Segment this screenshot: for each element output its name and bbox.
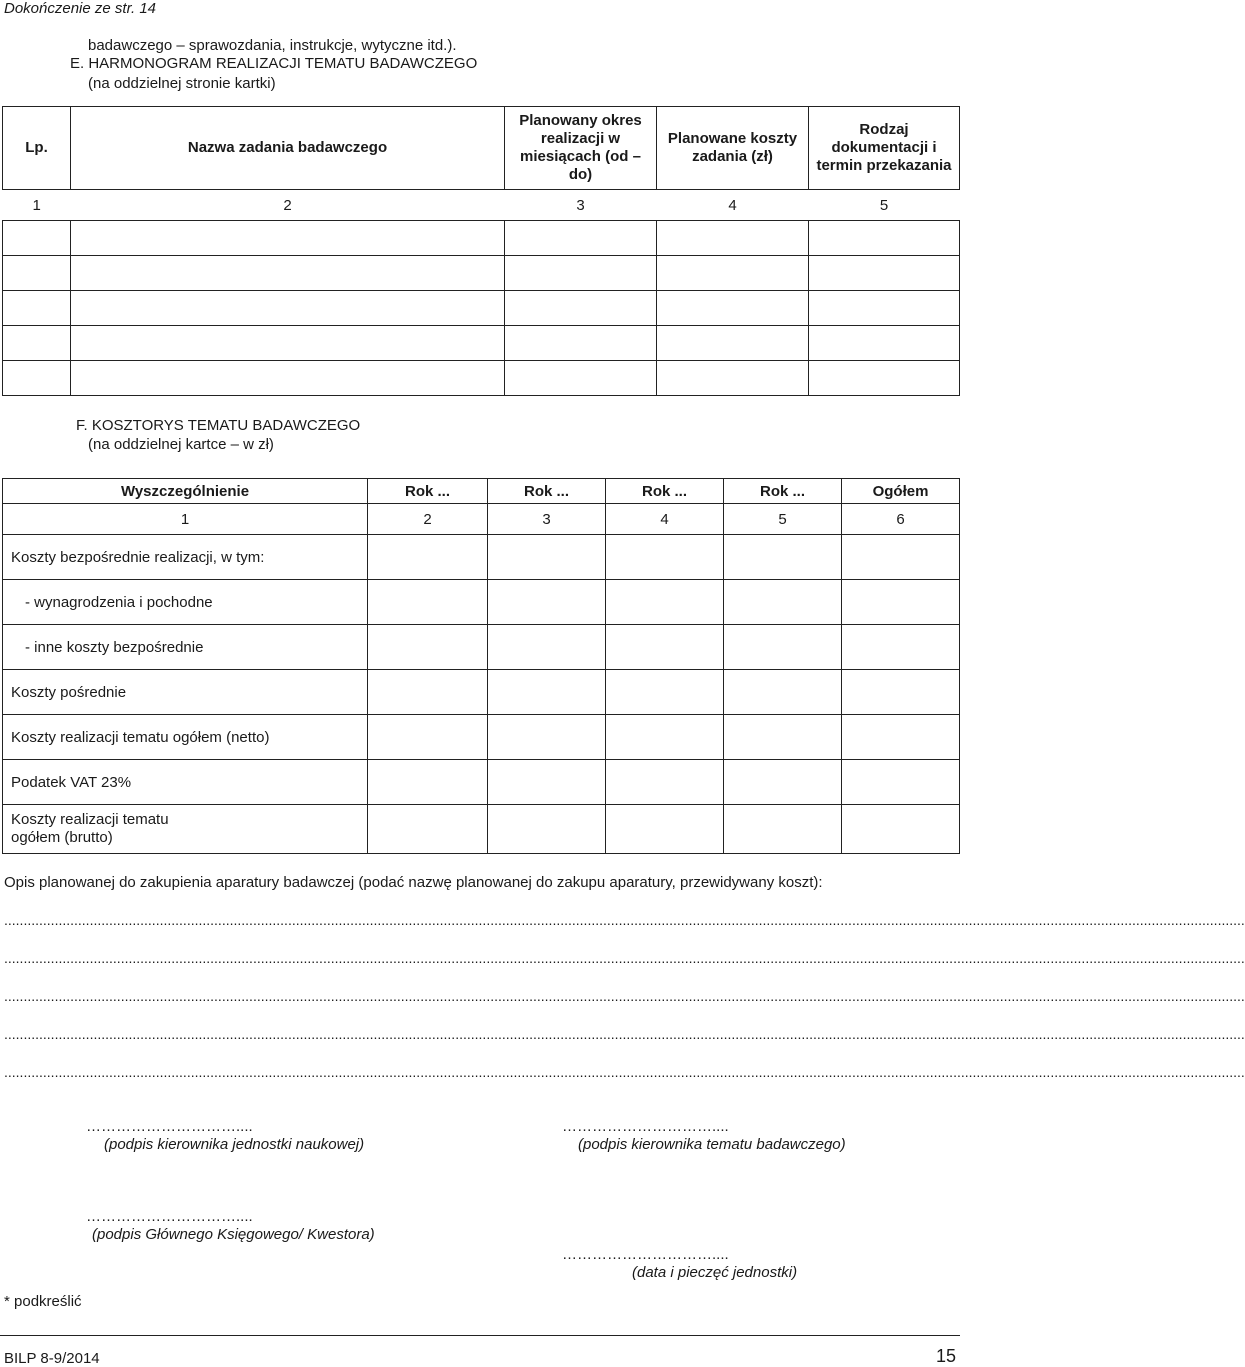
col-number: 2 [368,504,488,535]
signature-dots: ………………………….... [562,1118,729,1135]
equipment-label: Opis planowanej do zakupienia aparatury badawczej (podać nazwę planowanej do zakupu aparatury, przewidywany koszt): [4,874,823,891]
schedule-cell[interactable] [809,361,960,396]
col-number: 5 [724,504,842,535]
schedule-row [3,291,960,326]
cost-row-label: - inne koszty bezpośrednie [3,625,368,670]
cost-row [3,670,960,715]
footer-rule [0,1335,960,1336]
cost-cell[interactable] [488,670,606,715]
schedule-cell[interactable] [505,361,657,396]
schedule-header-row [3,107,960,190]
schedule-row [3,361,960,396]
cost-cell[interactable] [368,760,488,805]
section-f-title: F. KOSZTORYS TEMATU BADAWCZEGO [76,417,361,434]
col-year: Rok ... [488,479,606,504]
schedule-cell[interactable] [657,256,809,291]
cost-cell[interactable] [724,535,842,580]
col-number: 4 [657,190,809,221]
col-planned-period: Planowany okres realizacji w miesiącach (od – do) [505,107,657,190]
cost-cell[interactable] [724,805,842,854]
cost-cell[interactable] [606,535,724,580]
schedule-cell[interactable] [71,291,505,326]
col-number: 6 [842,504,960,535]
intro-line: badawczego – sprawozdania, instrukcje, wytyczne itd.). [88,37,457,54]
cost-row-label: Koszty bezpośrednie realizacji, w tym: [3,535,368,580]
schedule-cell[interactable] [809,291,960,326]
col-documentation: Rodzaj dokumentacji i termin przekazania [809,107,960,190]
section-e-title: E. HARMONOGRAM REALIZACJI TEMATU BADAWCZEGO [70,55,478,72]
cost-cell[interactable] [488,760,606,805]
col-number: 5 [809,190,960,221]
cost-cell[interactable] [606,715,724,760]
section-f-subtitle: (na oddzielnej kartce – w zł) [88,436,274,453]
dotted-line[interactable]: ............................................................................................................................................................................................................................................................................................................................... [4,1026,1245,1042]
signature-dots: ………………………….... [86,1208,253,1225]
continuation-note: Dokończenie ze str. 14 [4,0,157,17]
schedule-cell[interactable] [71,256,505,291]
cost-row [3,805,960,854]
cost-row [3,625,960,670]
cost-cell[interactable] [724,580,842,625]
cost-cell[interactable] [488,535,606,580]
cost-cell[interactable] [488,715,606,760]
schedule-table [2,106,960,396]
col-planned-costs: Planowane koszty zadania (zł) [657,107,809,190]
signature-chief-accountant: (podpis Głównego Księgowego/ Kwestora) [92,1226,375,1243]
cost-cell[interactable] [488,805,606,854]
cost-cell[interactable] [842,760,960,805]
cost-cell[interactable] [606,670,724,715]
cost-cell[interactable] [724,670,842,715]
schedule-number-row [3,190,960,221]
schedule-cell[interactable] [505,291,657,326]
signature-topic-head: (podpis kierownika tematu badawczego) [578,1136,846,1153]
dotted-line[interactable]: ............................................................................................................................................................................................................................................................................................................................... [4,912,1245,928]
cost-row-label: - wynagrodzenia i pochodne [3,580,368,625]
cost-header-row [3,479,960,504]
signature-unit-head: (podpis kierownika jednostki naukowej) [104,1136,365,1153]
schedule-row [3,326,960,361]
cost-cell[interactable] [368,670,488,715]
cost-cell[interactable] [368,535,488,580]
cost-row-label: Podatek VAT 23% [3,760,368,805]
cost-estimate-table [2,478,960,854]
cost-row-label: Koszty realizacji tematu ogółem (brutto) [3,805,368,854]
cost-cell[interactable] [488,580,606,625]
col-number: 3 [505,190,657,221]
schedule-row [3,221,960,256]
cost-cell[interactable] [368,805,488,854]
col-number: 1 [3,504,368,535]
cost-row-label: Koszty realizacji tematu ogółem (netto) [3,715,368,760]
cost-cell[interactable] [724,760,842,805]
cost-cell[interactable] [368,580,488,625]
cost-number-row [3,504,960,535]
page-number: 15 [935,1346,956,1366]
col-year: Rok ... [606,479,724,504]
cost-cell[interactable] [368,715,488,760]
cost-row [3,715,960,760]
schedule-row [3,256,960,291]
dotted-line[interactable]: ............................................................................................................................................................................................................................................................................................................................... [4,1064,1245,1080]
section-e-subtitle: (na oddzielnej stronie kartki) [88,75,276,92]
schedule-cell[interactable] [505,326,657,361]
footer-publication: BILP 8-9/2014 [4,1350,100,1367]
cost-cell[interactable] [842,535,960,580]
cost-cell[interactable] [842,805,960,854]
col-specification: Wyszczególnienie [3,479,368,504]
dotted-line[interactable]: ............................................................................................................................................................................................................................................................................................................................... [4,950,1245,966]
col-year: Rok ... [368,479,488,504]
cost-cell[interactable] [842,625,960,670]
schedule-cell[interactable] [505,221,657,256]
cost-cell[interactable] [488,625,606,670]
signature-dots: ………………………….... [562,1246,729,1263]
cost-row [3,580,960,625]
schedule-cell[interactable] [809,256,960,291]
cost-cell[interactable] [724,625,842,670]
schedule-cell[interactable] [71,361,505,396]
schedule-cell[interactable] [809,221,960,256]
schedule-cell[interactable] [809,326,960,361]
schedule-cell[interactable] [505,256,657,291]
signature-date-stamp: (data i pieczęć jednostki) [632,1264,798,1281]
schedule-cell[interactable] [657,361,809,396]
cost-cell[interactable] [842,670,960,715]
schedule-cell[interactable] [657,326,809,361]
cost-cell[interactable] [606,580,724,625]
col-number: 3 [488,504,606,535]
cost-row [3,760,960,805]
schedule-cell[interactable] [71,326,505,361]
col-total: Ogółem [842,479,960,504]
cost-cell[interactable] [724,715,842,760]
cost-cell[interactable] [606,760,724,805]
cost-cell[interactable] [842,580,960,625]
cost-cell[interactable] [368,625,488,670]
col-number: 4 [606,504,724,535]
col-number: 1 [3,190,71,221]
cost-cell[interactable] [606,805,724,854]
col-lp: Lp. [3,107,71,190]
col-task-name: Nazwa zadania badawczego [71,107,505,190]
schedule-cell[interactable] [657,291,809,326]
col-year: Rok ... [724,479,842,504]
cost-row [3,535,960,580]
footnote: * podkreślić [4,1293,82,1310]
cost-cell[interactable] [842,715,960,760]
col-number: 2 [71,190,505,221]
cost-cell[interactable] [606,625,724,670]
schedule-cell[interactable] [657,221,809,256]
schedule-cell[interactable] [71,221,505,256]
signature-dots: ………………………….... [86,1118,253,1135]
cost-row-label: Koszty pośrednie [3,670,368,715]
dotted-line[interactable]: ............................................................................................................................................................................................................................................................................................................................... [4,988,1245,1004]
